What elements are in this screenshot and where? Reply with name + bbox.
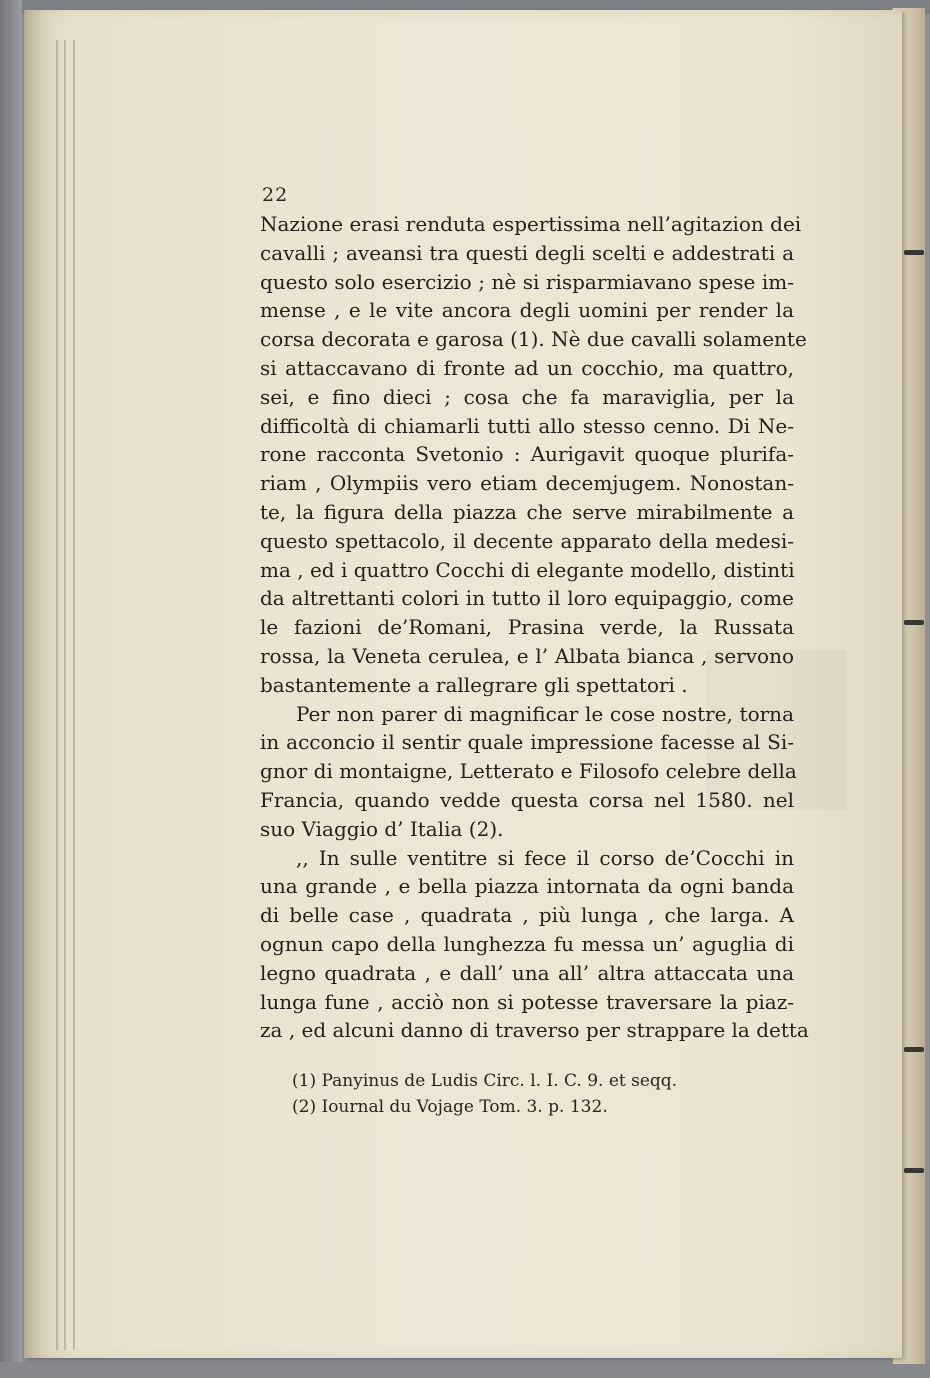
page-edge-crease — [56, 40, 58, 1350]
text-line: questo spettacolo, il decente apparato della medesi- — [260, 528, 794, 553]
text-line: le fazioni de’Romani, Prasina verde, la Russata — [260, 615, 794, 640]
binding-thread — [904, 1168, 924, 1173]
scan-background-left — [0, 0, 22, 1378]
text-line: Francia, quando vedde questa corsa nel 1580. nel — [260, 787, 794, 812]
text-line: bastantemente a rallegrare gli spettatori . — [260, 672, 688, 697]
text-line: Per non parer di magnificar le cose nostre, torna — [296, 701, 794, 726]
scan-background-bottom — [0, 1362, 930, 1378]
page-edge-crease — [64, 40, 66, 1350]
footnotes — [292, 1068, 722, 1120]
text-line: questo solo esercizio ; nè si risparmiavano spese im- — [260, 269, 794, 294]
text-line: mense , e le vite ancora degli uomini per render la — [260, 298, 794, 323]
text-line: ,, In sulle ventitre si fece il corso de’Cocchi in — [296, 845, 794, 870]
binding-thread — [904, 620, 924, 625]
text-line: gnor di montaigne, Letterato e Filosofo celebre della — [260, 759, 797, 784]
footnote: (2) Iournal du Vojage Tom. 3. p. 132. — [292, 1097, 608, 1117]
text-line: una grande , e bella piazza intornata da ogni banda — [260, 874, 794, 899]
body-text — [260, 210, 809, 1045]
text-line: da altrettanti colori in tutto il loro equipaggio, come — [260, 586, 794, 611]
text-line: ma , ed i quattro Cocchi di elegante modello, distinti — [260, 557, 795, 582]
text-line: rone racconta Svetonio : Aurigavit quoque plurifa- — [260, 442, 794, 467]
footnote: (1) Panyinus de Ludis Circ. l. I. C. 9. et seqq. — [292, 1071, 678, 1091]
text-line: rossa, la Veneta cerulea, e l’ Albata bianca , servono — [260, 643, 794, 668]
text-line: lunga fune , acciò non si potesse traversare la piaz- — [260, 989, 794, 1014]
text-line: cavalli ; aveansi tra questi degli scelti e addestrati a — [260, 240, 794, 265]
text-line: te, la figura della piazza che serve mirabilmente a — [260, 499, 794, 524]
text-line: si attaccavano di fronte ad un cocchio, ma quattro, — [260, 355, 794, 380]
text-line: sei, e fino dieci ; cosa che fa maraviglia, per la — [260, 384, 794, 409]
binding-thread — [904, 250, 924, 255]
text-line: in acconcio il sentir quale impressione facesse al Si- — [260, 730, 794, 755]
text-line: Nazione erasi renduta espertissima nell’agitazion dei — [260, 212, 802, 236]
text-line: ognun capo della lunghezza fu messa un’ aguglia di — [260, 931, 794, 956]
page-edge-crease — [73, 40, 75, 1350]
text-line: suo Viaggio d’ Italia (2). — [260, 816, 504, 841]
text-line: corsa decorata e garosa (1). Nè due cavalli solamente — [260, 327, 807, 352]
binding-thread — [904, 1047, 924, 1052]
page-number: 22 — [262, 184, 289, 206]
text-line: legno quadrata , e dall’ una all’ altra attaccata una — [260, 960, 794, 985]
text-line: za , ed alcuni danno di traverso per strappare la detta — [260, 1018, 809, 1043]
text-line: difficoltà di chiamarli tutti allo stesso cenno. Di Ne- — [260, 413, 794, 438]
text-line: di belle case , quadrata , più lunga , che larga. A — [260, 903, 794, 928]
text-line: riam , Olympiis vero etiam decemjugem. Nonostan- — [260, 471, 794, 496]
